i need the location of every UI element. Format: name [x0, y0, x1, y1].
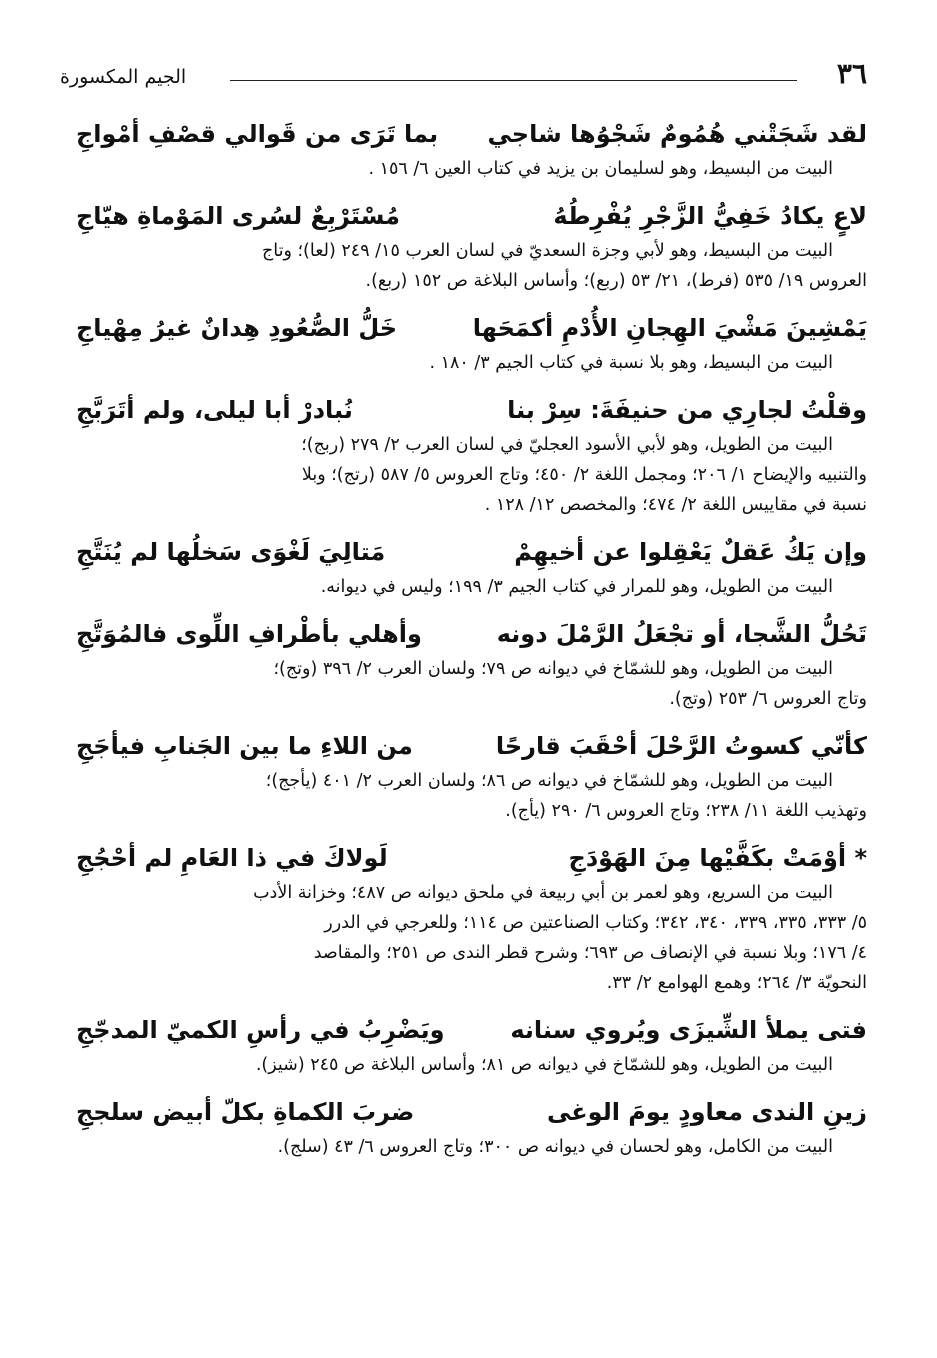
note-line: وتهذيب اللغة ١١/ ٢٣٨؛ وتاج العروس ٦/ ٢٩٠ (يأج).: [505, 801, 867, 821]
verse-entry-2: [76, 188, 867, 296]
verse-line: [76, 606, 867, 654]
verse-line: [76, 1002, 867, 1050]
note-line: العروس ١٩/ ٥٣٥ (فرط)، ٢١/ ٥٣ (ربع)؛ وأساس البلاغة ص ١٥٢ (ربع).: [365, 271, 867, 291]
verse-entries: [76, 106, 867, 1166]
note-line: البيت من الطويل، وهو لأبي الأسود العجليّ في لسان العرب ٢/ ٢٧٩ (ربج)؛: [301, 435, 833, 455]
source-note: [76, 1132, 867, 1162]
first-hemistich: يَمْشِينَ مَشْيَ الهِجانِ الأُدْمِ أكمَحَها: [472, 314, 867, 342]
verse-line: [76, 382, 867, 430]
verse-entry-6: [76, 606, 867, 714]
second-hemistich: وأهلي بأطْرافِ اللِّوى فالمُوَتَّجِ: [76, 620, 422, 648]
first-hemistich: وإن يَكُ عَقلٌ يَعْقِلوا عن أخيهِمْ: [514, 538, 867, 566]
verse-line: [76, 300, 867, 348]
source-note: [76, 154, 867, 184]
second-hemistich: نُبادرْ أبا ليلى، ولم أتَرَبَّجِ: [76, 396, 353, 424]
header-rule: [230, 80, 797, 81]
note-line: البيت من الطويل، وهو للشمّاخ في ديوانه ص ٧٩؛ ولسان العرب ٢/ ٣٩٦ (وتج)؛: [273, 659, 833, 679]
second-hemistich: ويَضْرِبُ في رأسِ الكميّ المدجّجِ: [76, 1016, 445, 1044]
source-note: [76, 348, 867, 378]
second-hemistich: مَتالِيَ لَغْوَى سَخلُها لم يُنَتَّجِ: [76, 538, 386, 566]
first-hemistich: * أوْمَتْ بكَفَّيْها مِنَ الهَوْدَجِ: [568, 844, 867, 872]
first-hemistich: وقلْتُ لجارِي من حنيفَةَ: سِرْ بنا: [507, 396, 867, 424]
verse-entry-3: [76, 300, 867, 378]
verse-line: [76, 188, 867, 236]
source-note: [76, 878, 867, 998]
second-hemistich: بما تَرَى من قَوالي قصْفِ أمْواجِ: [76, 120, 439, 148]
note-line: البيت من السريع، وهو لعمر بن أبي ربيعة في ملحق ديوانه ص ٤٨٧؛ وخزانة الأدب: [253, 883, 833, 903]
source-note: [76, 236, 867, 296]
verse-entry-10: [76, 1084, 867, 1162]
note-line: وتاج العروس ٦/ ٢٥٣ (وتج).: [669, 689, 867, 709]
verse-line: [76, 106, 867, 154]
note-line: ٥/ ٣٣٣، ٣٣٥، ٣٣٩، ٣٤٠، ٣٤٢؛ وكتاب الصناعتين ص ١١٤؛ وللعرجي في الدرر: [324, 913, 867, 933]
note-line: البيت من الطويل، وهو للشمّاخ في ديوانه ص ٨٦؛ ولسان العرب ٢/ ٤٠١ (يأجج)؛: [265, 771, 833, 791]
first-hemistich: تَحُلُّ الشَّجا، أو تجْعَلُ الرَّمْلَ دونه: [496, 620, 867, 648]
note-line: البيت من الطويل، وهو للمرار في كتاب الجيم ٣/ ١٩٩؛ وليس في ديوانه.: [320, 577, 833, 597]
source-note: [76, 1050, 867, 1080]
verse-entry-5: [76, 524, 867, 602]
note-line: البيت من الكامل، وهو لحسان في ديوانه ص ٣٠٠؛ وتاج العروس ٦/ ٤٣ (سلج).: [277, 1137, 833, 1157]
second-hemistich: مُسْتَرْبِعٌ لسُرى المَوْماةِ هيّاجِ: [76, 202, 400, 230]
verse-line: [76, 524, 867, 572]
first-hemistich: لقد شَجَتْني هُمُومٌ شَجْوُها شاجي: [487, 120, 867, 148]
note-line: والتنبيه والإيضاح ١/ ٢٠٦؛ ومجمل اللغة ٢/ ٤٥٠؛ وتاج العروس ٥/ ٥٨٧ (رتج)؛ وبلا: [301, 465, 867, 485]
verse-entry-4: [76, 382, 867, 520]
running-header: [60, 56, 867, 92]
second-hemistich: من اللاءِ ما بين الجَنابِ فيأجَجِ: [76, 732, 413, 760]
source-note: [76, 430, 867, 520]
note-line: نسبة في مقاييس اللغة ٢/ ٤٧٤؛ والمخصص ١٢/ ١٢٨ .: [484, 495, 867, 515]
verse-entry-9: [76, 1002, 867, 1080]
note-line: البيت من البسيط، وهو لسليمان بن يزيد في كتاب العين ٦/ ١٥٦ .: [368, 159, 833, 179]
first-hemistich: لاعٍ يكادُ خَفِيُّ الزَّجْرِ يُفْرِطُهُ: [553, 202, 867, 230]
note-line: البيت من البسيط، وهو لأبي وجزة السعديّ في لسان العرب ١٥/ ٢٤٩ (لعا)؛ وتاج: [261, 241, 833, 261]
note-line: ٤/ ١٧٦؛ وبلا نسبة في الإنصاف ص ٦٩٣؛ وشرح قطر الندى ص ٢٥١؛ والمقاصد: [313, 943, 867, 963]
note-line: البيت من الطويل، وهو للشمّاخ في ديوانه ص ٨١؛ وأساس البلاغة ص ٢٤٥ (شيز).: [255, 1055, 833, 1075]
source-note: [76, 766, 867, 826]
second-hemistich: خَلُّ الصُّعُودِ هِدانٌ غيرُ مِهْياجِ: [76, 314, 398, 342]
second-hemistich: ضربَ الكماةِ بكلّ أبيض سلججِ: [76, 1098, 415, 1126]
verse-entry-7: [76, 718, 867, 826]
note-line: البيت من البسيط، وهو بلا نسبة في كتاب الجيم ٣/ ١٨٠ .: [429, 353, 833, 373]
verse-line: [76, 718, 867, 766]
first-hemistich: فتى يملأ الشِّيزَى ويُروي سنانه: [510, 1016, 867, 1044]
verse-line: [76, 1084, 867, 1132]
page-number: ٣٦: [836, 57, 867, 90]
second-hemistich: لَولاكَ في ذا العَامِ لم أحْجُجِ: [76, 844, 388, 872]
first-hemistich: زينِ الندى معاودٍ يومَ الوغى: [546, 1098, 867, 1126]
source-note: [76, 572, 867, 602]
verse-entry-8: [76, 830, 867, 998]
chapter-title: الجيم المكسورة: [60, 66, 187, 88]
verse-entry-1: [76, 106, 867, 184]
note-line: النحويّة ٣/ ٢٦٤؛ وهمع الهوامع ٢/ ٣٣.: [606, 973, 867, 993]
source-note: [76, 654, 867, 714]
verse-line: [76, 830, 867, 878]
first-hemistich: كأنّي كسوتُ الرَّحْلَ أحْقَبَ قارحًا: [495, 732, 867, 760]
